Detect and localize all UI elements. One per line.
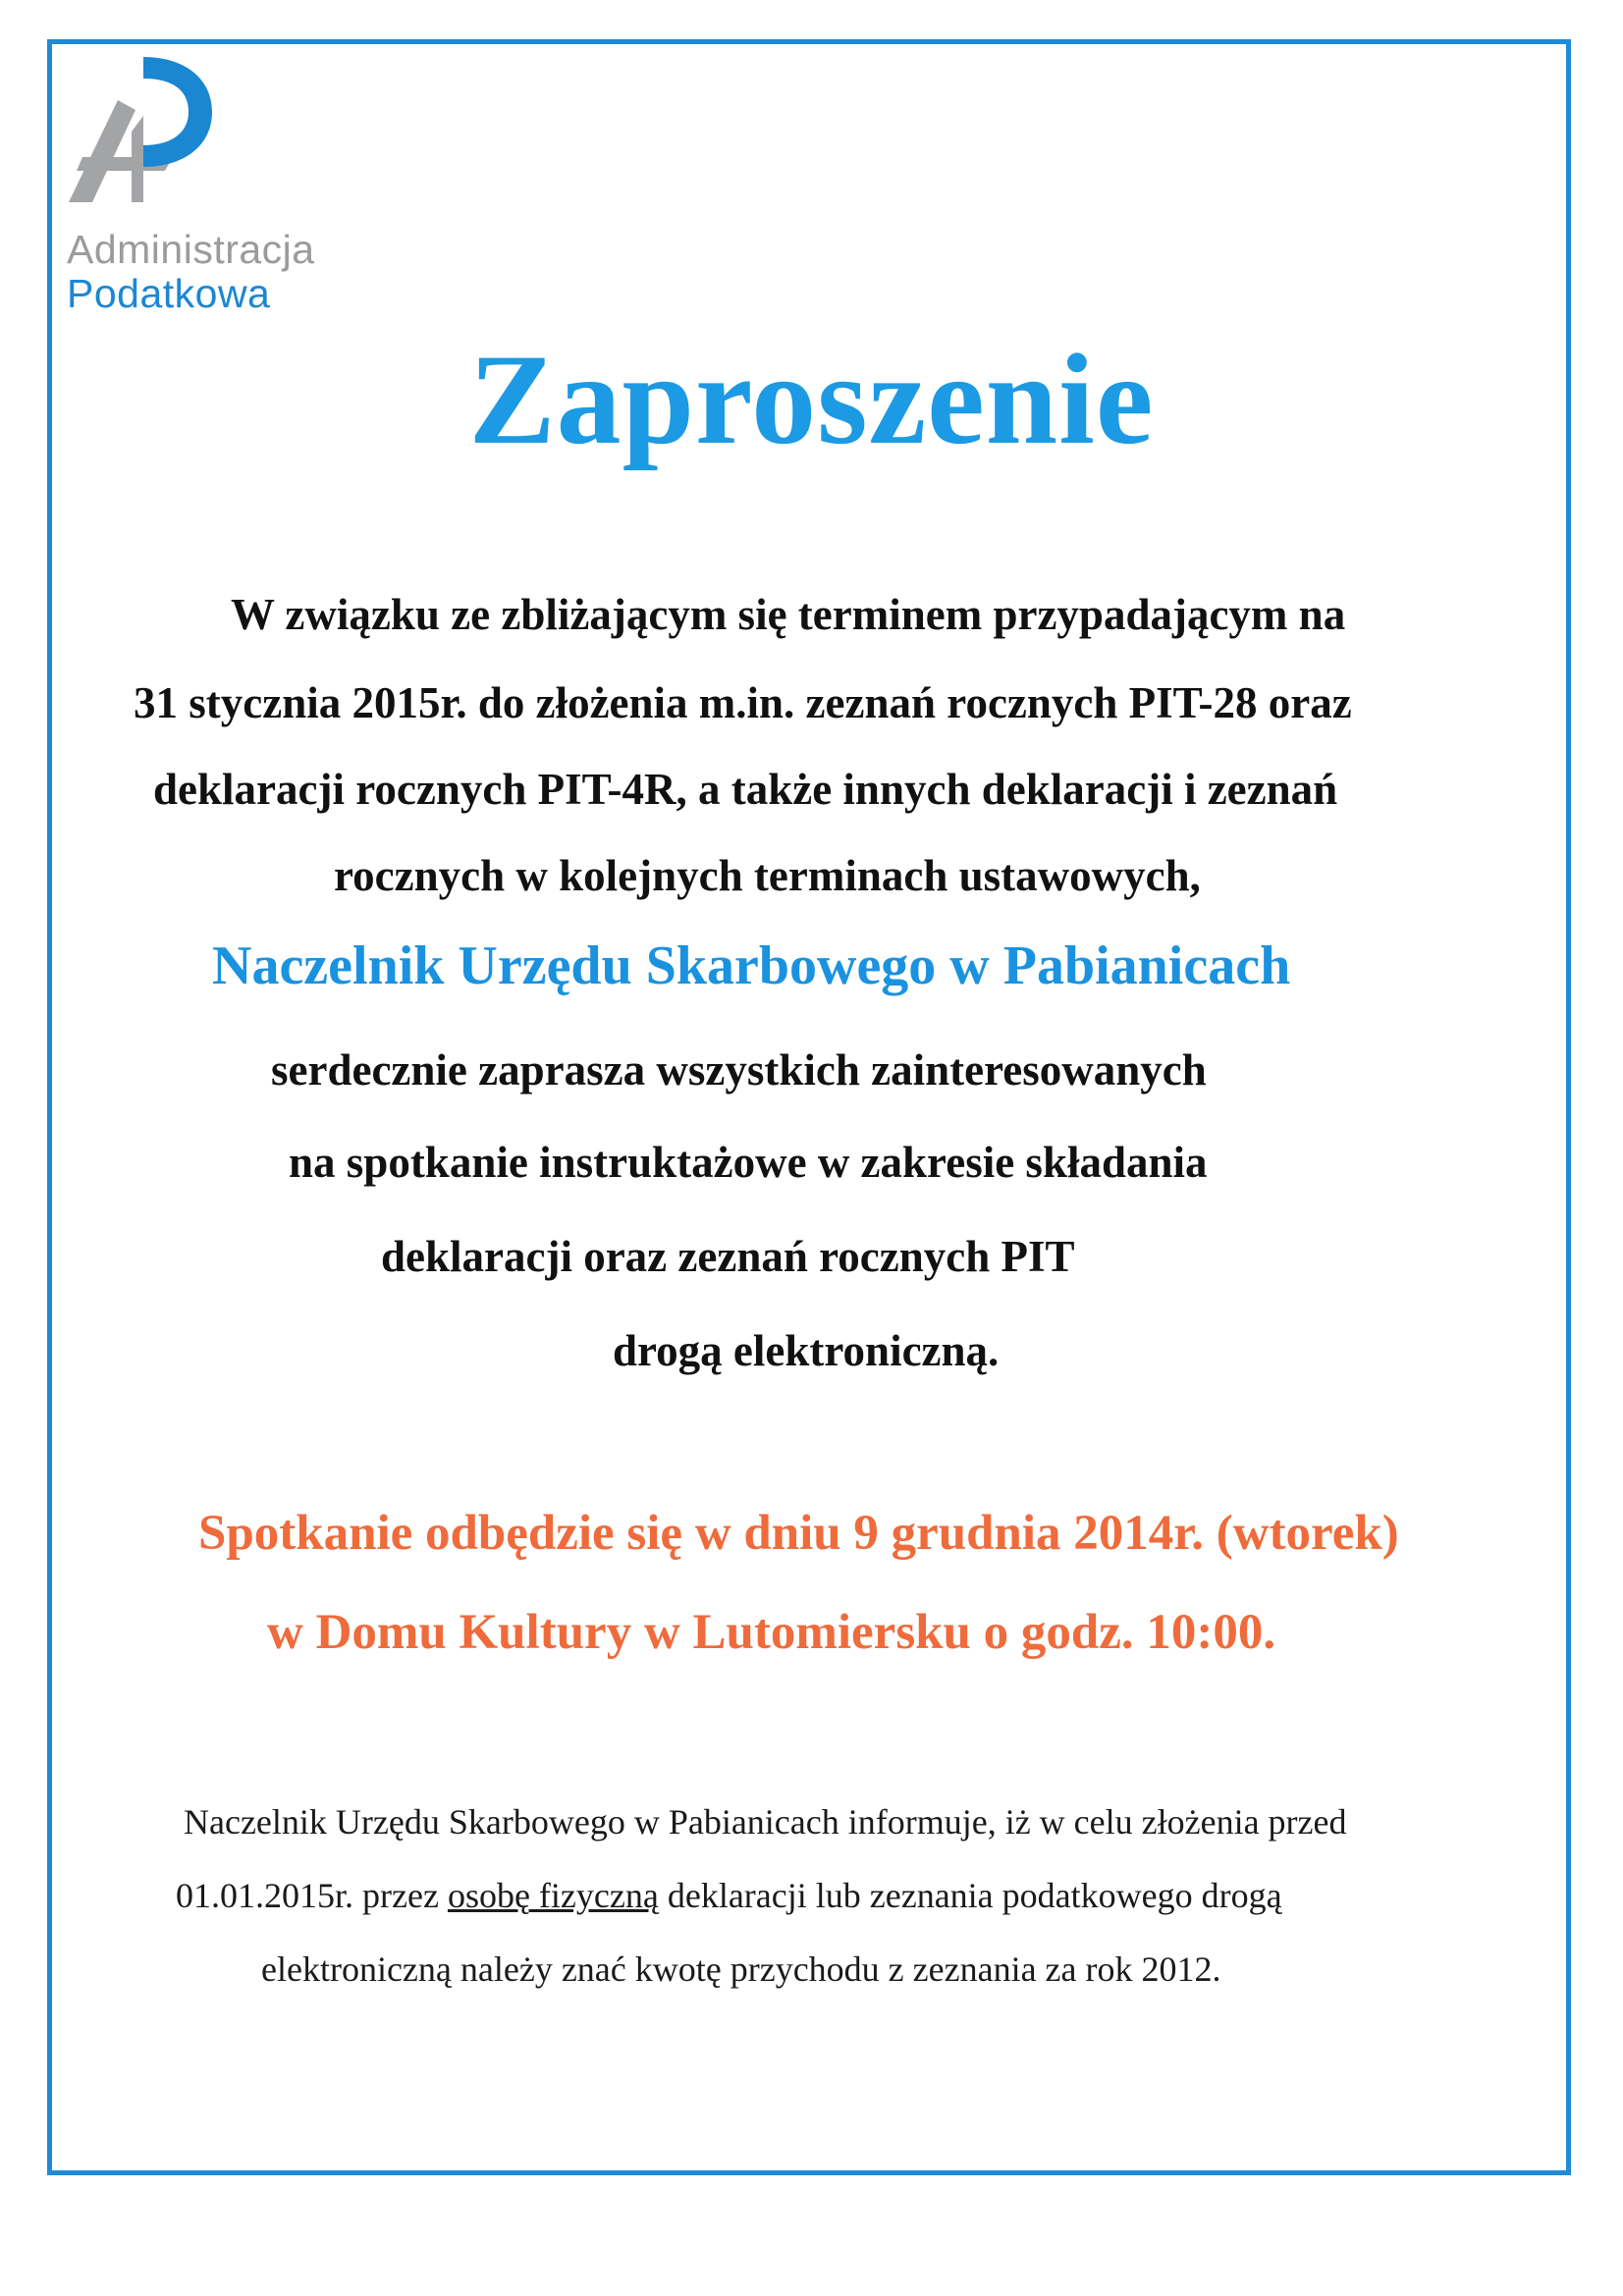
note-line-2 — [176, 1875, 1282, 1916]
logo — [63, 55, 387, 320]
invitation-line-4: drogą elektroniczną. — [613, 1326, 1000, 1375]
logo-text-podatkowa: Podatkowa — [67, 271, 271, 316]
invitation-line-2: na spotkanie instruktażowe w zakresie składania — [289, 1138, 1208, 1187]
note-line-2-end: deklaracji lub zeznania podatkowego drogą — [658, 1876, 1282, 1915]
intro-line-4: rocznych w kolejnych terminach ustawowych, — [334, 851, 1201, 900]
intro-line-1: W związku ze zbliżającym się terminem przypadającym na — [231, 590, 1346, 639]
meeting-date: Spotkanie odbędzie się w dniu 9 grudnia 2014r. (wtorek) — [198, 1506, 1399, 1561]
note-line-2-start: 01.01.2015r. przez — [176, 1876, 448, 1915]
note-line-3: elektroniczną należy znać kwotę przychodu z zeznania za rok 2012. — [261, 1949, 1221, 1989]
invitation-line-3: deklaracji oraz zeznań rocznych PIT — [381, 1232, 1075, 1281]
note-line-1: Naczelnik Urzędu Skarbowego w Pabianicach informuje, iż w celu złożenia przed — [184, 1802, 1347, 1842]
page-title: Zaproszenie — [468, 327, 1155, 471]
logo-text-administracja: Administracja — [67, 227, 315, 272]
intro-line-3: deklaracji rocznych PIT-4R, a także innych deklaracji i zeznań — [153, 765, 1338, 814]
meeting-place: w Domu Kultury w Lutomiersku o godz. 10:00. — [267, 1605, 1276, 1660]
logo-mark-icon — [63, 55, 220, 212]
intro-line-2: 31 stycznia 2015r. do złożenia m.in. zeznań rocznych PIT-28 oraz — [134, 678, 1352, 727]
organizer-heading: Naczelnik Urzędu Skarbowego w Pabianicach — [212, 935, 1291, 996]
note-underlined-term: osobę fizyczną — [447, 1876, 659, 1915]
invitation-line-1: serdecznie zaprasza wszystkich zainteresowanych — [271, 1045, 1207, 1095]
